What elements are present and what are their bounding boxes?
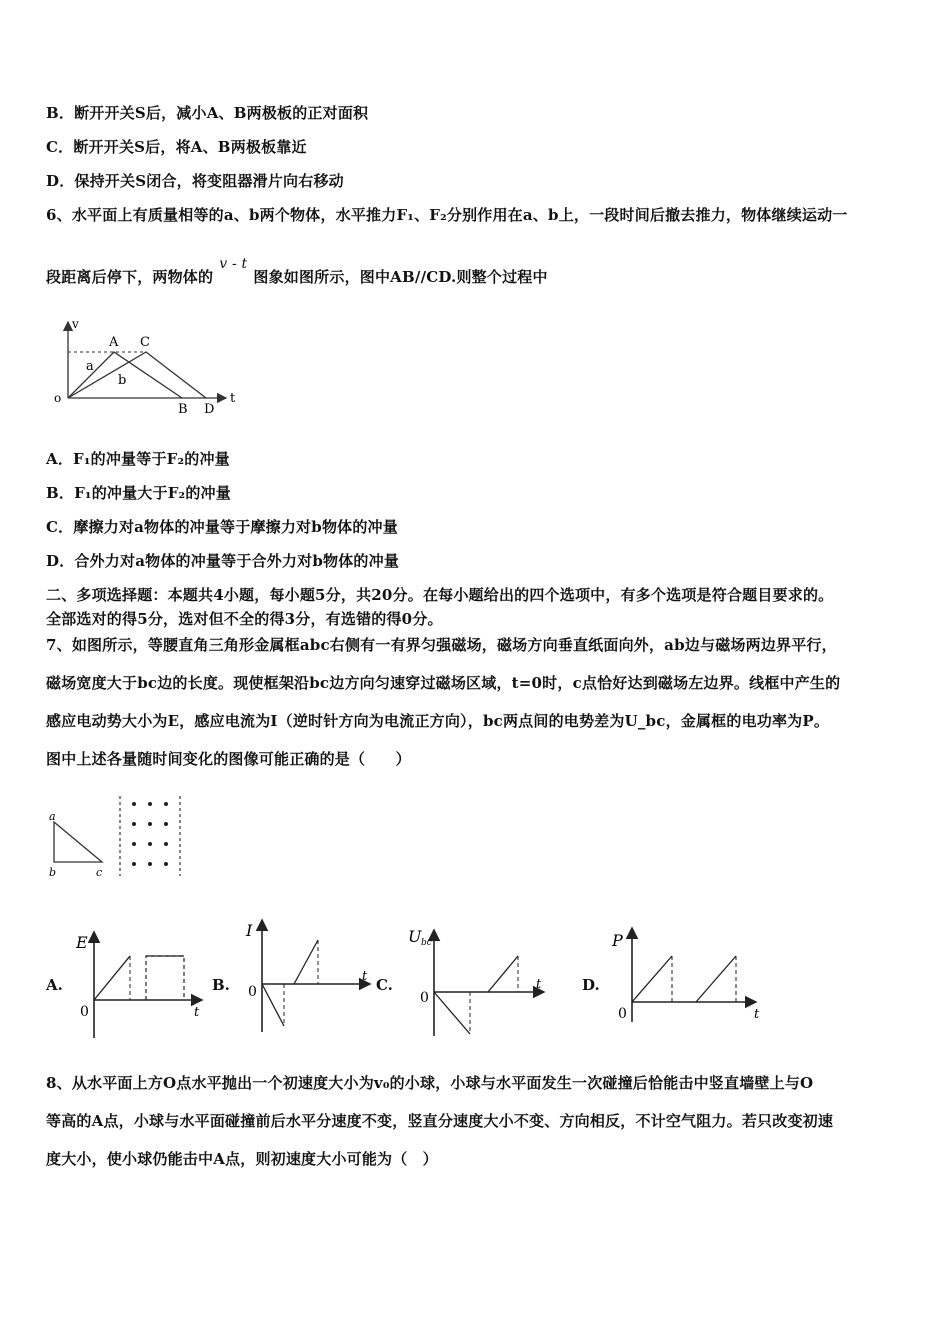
vt-line-b: b: [118, 373, 127, 388]
graph-c-x-label: t: [536, 977, 542, 992]
q7-option-d-label: D.: [582, 976, 600, 994]
graph-d-x-label: t: [754, 1007, 760, 1022]
tri-vertex-a: a: [49, 810, 56, 823]
q6-option-b: B．F₁的冲量大于F₂的冲量: [46, 484, 231, 502]
q8-stem-line3: 度大小，使小球仍能击中A点，则初速度大小可能为（ ）: [46, 1150, 438, 1168]
vt-point-c: C: [140, 335, 150, 350]
graph-a-origin: 0: [80, 1004, 89, 1020]
vt-axis-v: v: [72, 317, 79, 331]
graph-b-y-label: I: [246, 921, 253, 940]
q8-stem-line1: 8、从水平面上方O点水平抛出一个初速度大小为v₀的小球，小球与水平面发生一次碰撞后恰能击中竖直墙壁上与O: [46, 1074, 814, 1092]
q7-stem-line2: 磁场宽度大于bc边的长度。现使框架沿bc边方向匀速穿过磁场区域，t=0时，c点恰好达到磁场左边界。线框中产生的: [46, 674, 841, 692]
q7-stem-line1: 7、如图所示，等腰直角三角形金属框abc右侧有一有界匀强磁场，磁场方向垂直纸面向外，ab边与磁场两边界平行，: [46, 636, 837, 654]
graph-b-origin: 0: [248, 984, 257, 1000]
q7-stem-line4: 图中上述各量随时间变化的图像可能正确的是（ ）: [46, 750, 411, 768]
q5-option-c: C．断开开关S后，将A、B两极板靠近: [46, 138, 307, 156]
graph-a-e-t: [74, 926, 214, 1041]
vt-origin: o: [54, 391, 62, 405]
q6-stem-line2: [46, 256, 548, 287]
section2-line2: 全部选对的得5分，选对但不全的得3分，有选错的得0分。: [46, 610, 443, 628]
tri-vertex-b: b: [49, 866, 57, 879]
triangle-field-figure: [44, 792, 194, 882]
graph-a-x-label: t: [194, 1005, 200, 1020]
q5-option-d: D．保持开关S闭合，将变阻器滑片向右移动: [46, 172, 344, 190]
graph-c-origin: 0: [420, 990, 429, 1006]
graph-c-y-label: U: [408, 927, 422, 946]
vt-graph: [46, 314, 246, 419]
vt-point-d: D: [204, 402, 215, 417]
q7-option-b-label: B.: [212, 976, 230, 994]
q6-stem-pre: 段距离后停下，两物体的: [46, 268, 214, 286]
q6-stem-line1: 6、水平面上有质量相等的a、b两个物体，水平推力F₁、F₂分别作用在a、b上，一段时间后撤去推力，物体继续运动一: [46, 206, 848, 224]
q6-option-a: A．F₁的冲量等于F₂的冲量: [46, 450, 230, 468]
vt-point-a-upper: A: [109, 335, 119, 350]
q6-option-d: D．合外力对a物体的冲量等于合外力对b物体的冲量: [46, 552, 400, 570]
graph-a-y-label: E: [76, 933, 88, 952]
graph-d-p-t: [608, 922, 768, 1032]
q6-stem-post: 图象如图所示，图中AB//CD.则整个过程中: [253, 268, 548, 286]
graph-b-x-label: t: [362, 969, 368, 984]
graph-d-origin: 0: [618, 1006, 627, 1022]
vt-axis-t: t: [230, 391, 236, 406]
q6-option-c: C．摩擦力对a物体的冲量等于摩擦力对b物体的冲量: [46, 518, 398, 536]
vt-point-b-upper: B: [178, 402, 188, 417]
q7-option-a-label: A.: [46, 976, 63, 994]
tri-vertex-c: c: [96, 866, 103, 879]
graph-b-i-t: [238, 914, 378, 1034]
section2-line1: 二、多项选择题：本题共4小题，每小题5分，共20分。在每小题给出的四个选项中，有多个选项是符合题目要求的。: [46, 586, 834, 604]
q7-stem-line3: 感应电动势大小为E，感应电流为I（逆时针方向为电流正方向），bc两点间的电势差为U_bc，金属框的电功率为P。: [46, 712, 830, 730]
q7-option-c-label: C.: [376, 976, 393, 994]
graph-c-ubc-t: [404, 918, 554, 1038]
q5-option-b: B．断开开关S后，减小A、B两极板的正对面积: [46, 104, 369, 122]
q8-stem-line2: 等高的A点，小球与水平面碰撞前后水平分速度不变，竖直分速度大小不变、方向相反，不计空气阻力。若只改变初速: [46, 1112, 834, 1130]
graph-c-y-subscript: bc: [421, 938, 432, 948]
vt-label: v - t: [219, 256, 248, 272]
graph-d-y-label: P: [612, 931, 623, 950]
vt-line-a: a: [86, 359, 94, 374]
